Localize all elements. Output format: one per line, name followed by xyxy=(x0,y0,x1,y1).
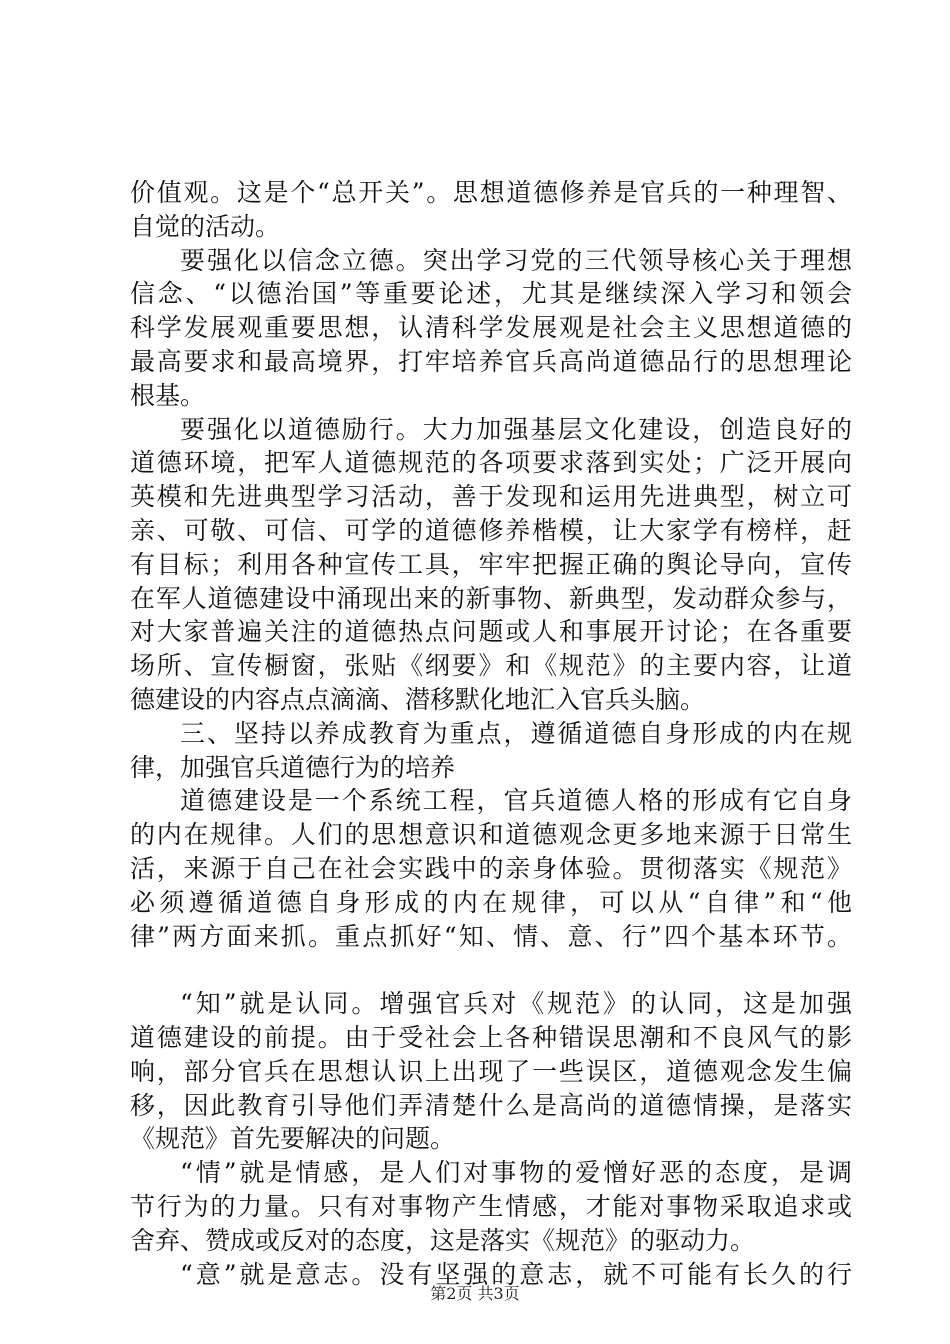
text-line: 移，因此教育引导他们弄清楚什么是高尚的道德情操，是落实 xyxy=(130,1090,852,1120)
text-line: 三、坚持以养成教育为重点，遵循道德自身形成的内在规 xyxy=(180,718,852,748)
text-line: 价值观。这是个“总开关”。思想道德修养是官兵的一种理智、 xyxy=(130,178,852,207)
text-line: 自觉的活动。 xyxy=(130,211,281,241)
document-body xyxy=(130,176,852,1291)
text-line: 亲、可敬、可信、可学的道德修养楷模，让大家学有榜样，赶 xyxy=(130,515,852,545)
text-line: 道德建设的前提。由于受社会上各种错误思潮和不良风气的影 xyxy=(130,1022,852,1052)
text-line: 必须遵循道德自身形成的内在规律，可以从“自律”和“他 xyxy=(130,887,852,917)
text-line: 场所、宣传橱窗，张贴《纲要》和《规范》的主要内容，让道 xyxy=(130,651,852,681)
text-line: 的内在规律。人们的思想意识和道德观念更多地来源于日常生 xyxy=(130,820,852,850)
text-line: 舍弃、赞成或反对的态度，这是落实《规范》的驱动力。 xyxy=(130,1225,756,1255)
text-line: 要强化以道德励行。大力加强基层文化建设，创造良好的 xyxy=(180,414,852,444)
text-line: “情”就是情感，是人们对事物的爱憎好恶的态度，是调 xyxy=(180,1158,852,1188)
text-line: 《规范》首先要解决的问题。 xyxy=(130,1124,456,1154)
blank-line xyxy=(130,953,852,987)
text-line: 德建设的内容点点滴滴、潜移默化地汇入官兵头脑。 xyxy=(130,684,706,714)
text-line: 要强化以信念立德。突出学习党的三代领导核心关于理想 xyxy=(180,245,852,275)
text-line: 科学发展观重要思想，认清科学发展观是社会主义思想道德的 xyxy=(130,313,852,343)
text-line: “知”就是认同。增强官兵对《规范》的认同，这是加强 xyxy=(180,989,852,1019)
text-line: 英模和先进典型学习活动，善于发现和运用先进典型，树立可 xyxy=(130,482,852,512)
text-line: 活，来源于自己在社会实践中的亲身体验。贯彻落实《规范》 xyxy=(130,853,852,883)
text-line: 节行为的力量。只有对事物产生情感，才能对事物采取追求或 xyxy=(130,1191,852,1221)
text-line: “意”就是意志。没有坚强的意志，就不可能有长久的行 xyxy=(180,1259,852,1289)
text-line: 信念、“以德治国”等重要论述，尤其是继续深入学习和领会 xyxy=(130,279,852,309)
text-line: 响，部分官兵在思想认识上出现了一些误区，道德观念发生偏 xyxy=(130,1056,852,1086)
text-line: 道德建设是一个系统工程，官兵道德人格的形成有它自身 xyxy=(180,786,852,816)
page-footer: 第2页 共3页 xyxy=(430,1284,520,1303)
text-line: 根基。 xyxy=(130,380,206,410)
text-line: 最高要求和最高境界，打牢培养官兵高尚道德品行的思想理论 xyxy=(130,346,852,376)
text-line: 对大家普遍关注的道德热点问题或人和事展开讨论；在各重要 xyxy=(130,617,852,647)
text-line: 律，加强官兵道德行为的培养 xyxy=(130,752,456,782)
text-line: 道德环境，把军人道德规范的各项要求落到实处；广泛开展向 xyxy=(130,448,852,478)
text-line: 有目标；利用各种宣传工具，牢牢把握正确的舆论导向，宣传 xyxy=(130,549,852,579)
text-line: 律”两方面来抓。重点抓好“知、情、意、行”四个基本环节。 xyxy=(130,921,852,951)
text-line: 在军人道德建设中涌现出来的新事物、新典型，发动群众参与， xyxy=(130,583,852,613)
